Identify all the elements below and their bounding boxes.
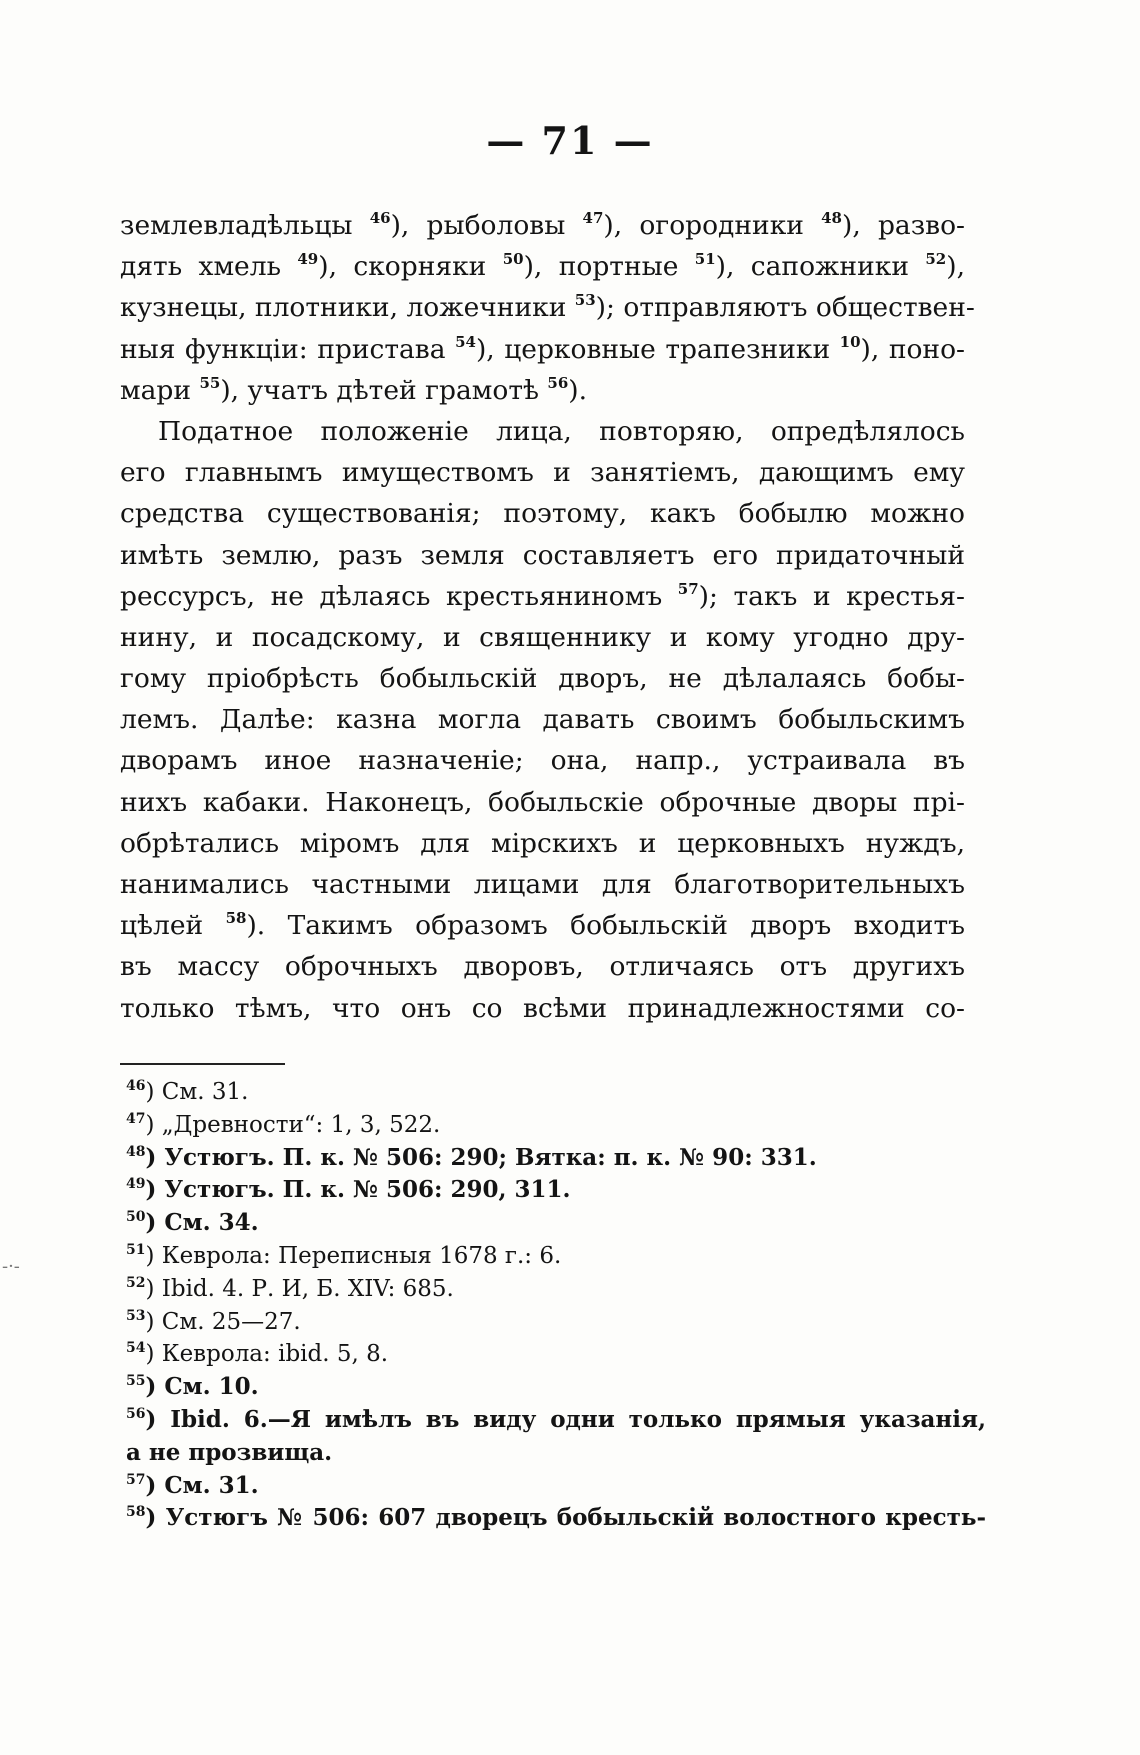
footnote: $^{53}$) См. 25—27. (126, 1307, 301, 1335)
footnote: $^{52}$) Ibid. 4. Р. И, Б. XIV: 685. (126, 1274, 454, 1302)
footnote: $^{46}$) См. 31. (126, 1078, 249, 1105)
footnote-ref: 46 (369, 209, 391, 227)
footnote: $^{50}$) См. 34. (126, 1209, 259, 1237)
text-line: нанимались частными лицами для благотворительныхъ (120, 869, 965, 900)
margin-mark: -·- (2, 1256, 20, 1277)
text-line: рессурсъ, не дѣлаясь крестьяниномъ $^{57}$); такъ и крестья- (120, 579, 965, 612)
footnote-ref: 56 (547, 373, 569, 392)
footnote: $^{56}$) Ibid. 6.—Я имѣлъ въ виду одни только прямыя указанія, (126, 1405, 986, 1433)
text-line: Податное положеніе лица, повторяю, опредѣлялось (158, 415, 965, 447)
text-line: нину, и посадскому, и священнику и кому угодно дру- (120, 621, 965, 653)
footnotes (126, 1076, 986, 1535)
footnote-ref: 53 (574, 291, 596, 310)
text-line: средства существованія; поэтому, какъ бобылю можно (120, 498, 965, 530)
footnote-ref: 50 (502, 250, 524, 269)
footnote-divider (120, 1063, 285, 1065)
text-line: дять хмель $^{49}$), скорняки $^{50}$), портные $^{51}$), сапожники $^{52}$), (120, 250, 965, 283)
footnote-ref: 51 (694, 250, 716, 269)
text-line: только тѣмъ, что онъ со всѣми принадлежностями со- (120, 992, 965, 1024)
footnote: $^{57}$) См. 31. (126, 1471, 259, 1499)
footnote: $^{48}$) Устюгъ. П. к. № 506: 290; Вятка: п. к. № 90: 331. (126, 1143, 817, 1171)
footnote: $^{49}$) Устюгъ. П. к. № 506: 290, 311. (126, 1176, 571, 1204)
text-line: землевладѣльцы $^{46}$), рыболовы $^{47}$), огородники $^{48}$), разво- (120, 209, 966, 241)
footnote: $^{58}$) Устюгъ № 506: 607 дворецъ бобыльскій волостного кресть- (126, 1504, 986, 1532)
text-line: кузнецы, плотники, ложечники $^{53}$); отправляютъ обществен- (120, 291, 975, 324)
text-line: мари $^{55}$), учатъ дѣтей грамотѣ $^{56}$). (120, 373, 588, 406)
footnote-ref: 48 (821, 209, 842, 227)
footnote-ref: 49 (297, 250, 319, 269)
text-line: обрѣтались міромъ для мірскихъ и церковныхъ нуждъ, (120, 827, 965, 859)
text-line: имѣть землю, разъ земля составляетъ его придаточный (120, 539, 965, 571)
text-line: нихъ кабаки. Наконецъ, бобыльскіе оброчные дворы прі- (120, 786, 965, 818)
footnote-ref: 10 (839, 332, 861, 351)
text-line: его главнымъ имуществомъ и занятіемъ, дающимъ ему (120, 457, 965, 489)
main-text (120, 205, 975, 1029)
text-line: гому пріобрѣсть бобыльскій дворъ, не дѣлалаясь бобы- (120, 663, 965, 695)
footnote-continuation: а не прозвища. (126, 1438, 333, 1466)
text-line: дворамъ иное назначеніе; она, напр., устраивала въ (120, 745, 965, 777)
footnote-ref: 47 (582, 209, 604, 227)
footnote-ref: 55 (199, 373, 221, 392)
text-line: лемъ. Далѣе: казна могла давать своимъ бобыльскимъ (120, 704, 965, 736)
footnote: $^{55}$) См. 10. (126, 1373, 259, 1401)
text-line: въ массу оброчныхъ дворовъ, отличаясь отъ другихъ (120, 951, 965, 983)
footnote-ref: 54 (455, 332, 476, 351)
footnote-ref: 58 (225, 909, 247, 928)
footnote: $^{51}$) Кеврола: Переписныя 1678 г.: 6. (126, 1241, 562, 1269)
footnote: $^{47}$) „Древности“: 1, 3, 522. (126, 1110, 441, 1138)
footnote-ref: 52 (925, 250, 947, 269)
footnote-ref: 57 (677, 579, 699, 598)
text-line: ныя функціи: пристава $^{54}$), церковные трапезники $^{10}$), поно- (120, 332, 966, 365)
text-line: цѣлей $^{58}$). Такимъ образомъ бобыльскій дворъ входитъ (120, 909, 965, 942)
page-number: — 71 — (486, 118, 654, 163)
footnote: $^{54}$) Кеврола: ibid. 5, 8. (126, 1340, 389, 1368)
